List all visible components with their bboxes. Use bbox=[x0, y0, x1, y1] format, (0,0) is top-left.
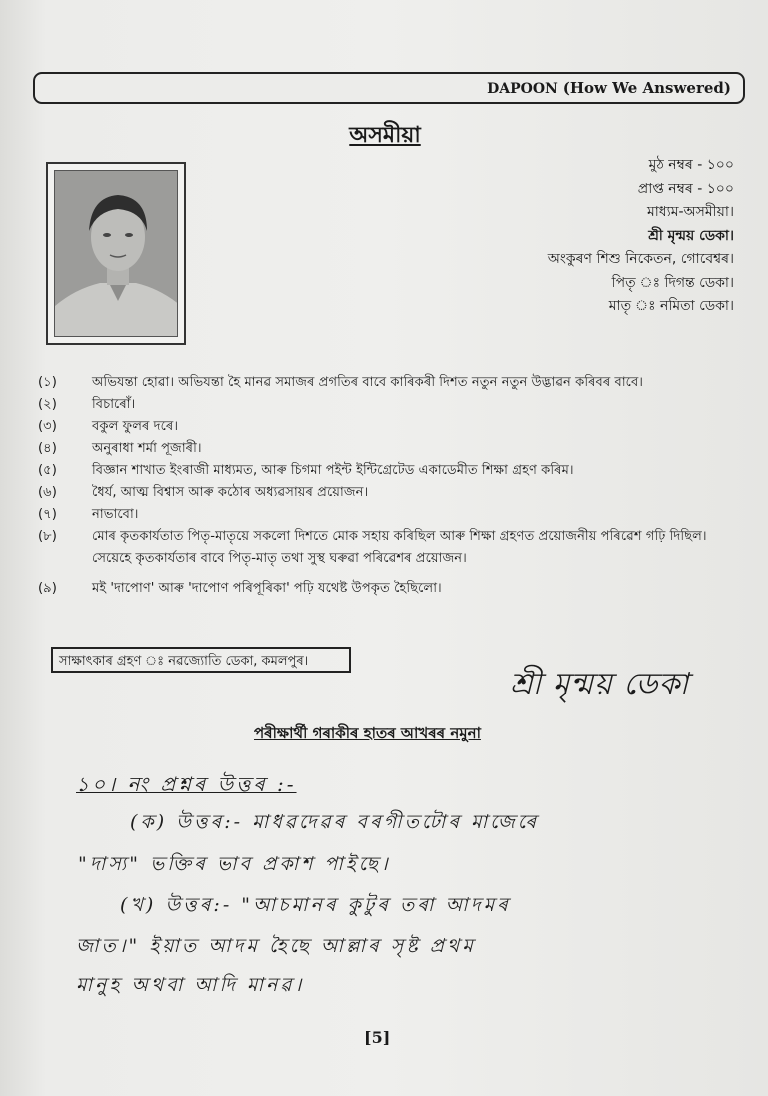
answer-text: বিজ্ঞান শাখাত ইংৰাজী মাধ্যমত, আৰু চিগমা পইন্ট ইন্টিগ্ৰেটেড একাডেমীত শিক্ষা গ্ৰহণ কৰিম। bbox=[92, 463, 574, 478]
subject-title: অসমীয়া bbox=[349, 123, 421, 148]
student-photo-frame bbox=[46, 162, 186, 345]
answer-number: (১) bbox=[38, 375, 57, 390]
answer-number: (২) bbox=[38, 397, 57, 412]
header-banner bbox=[33, 72, 745, 104]
father-name: পিতৃ ঃ দিগন্ত ডেকা। bbox=[611, 274, 734, 291]
answer-text: বিচাৰোঁ। bbox=[92, 397, 136, 412]
handwritten-line-5: মানুহ অথবা আদি মানৱ। bbox=[76, 974, 305, 996]
header-subtitle: (How We Answered) bbox=[562, 79, 731, 97]
student-name: শ্ৰী মৃন্ময় ডেকা। bbox=[648, 227, 734, 244]
answer-text: নাভাবো। bbox=[92, 507, 139, 522]
handwriting-sample-heading: পৰীক্ষাৰ্থী গৰাকীৰ হাতৰ আখৰৰ নমুনা bbox=[254, 724, 481, 742]
mother-name: মাতৃ ঃ নমিতা ডেকা। bbox=[608, 298, 734, 314]
answer-number: (৬) bbox=[38, 485, 57, 500]
student-signature: শ্ৰী মৃন্ময় ডেকা bbox=[510, 667, 690, 702]
marks-block bbox=[354, 154, 734, 319]
answer-text: মই 'দাপোণ' আৰু 'দাপোণ পৰিপূৰিকা' পঢ়ি যথেষ্ট উপকৃত হৈছিলো। bbox=[92, 581, 442, 596]
answer-text: ধৈৰ্য, আত্ম বিশ্বাস আৰু কঠোৰ অধ্যৱসায়ৰ প্ৰয়োজন। bbox=[92, 485, 369, 500]
handwritten-line-4: জাত।" ইয়াত আদম হৈছে আল্লাৰ সৃষ্ট প্ৰথম bbox=[76, 935, 476, 957]
obtained-marks: প্ৰাপ্ত নম্বৰ - ১০০ bbox=[637, 180, 734, 197]
handwritten-line-3: (খ) উত্তৰ:- "আচমানৰ কুটুৰ তৰা আদমৰ bbox=[120, 894, 511, 916]
page-number: [5] bbox=[364, 1028, 391, 1047]
header-dapoon: DAPOON bbox=[487, 81, 558, 97]
handwritten-line-1: (ক) উত্তৰ:- মাধৱদেৱৰ বৰগীতটোৰ মাজেৰে bbox=[130, 811, 540, 833]
school-name: অংকুৰণ শিশু নিকেতন, গোবেশ্বৰ। bbox=[547, 251, 734, 267]
interview-credit: সাক্ষাৎকাৰ গ্ৰহণ ঃ নৱজ্যোতি ডেকা, কমলপুৰ। bbox=[51, 647, 351, 673]
answer-text: বকুল ফুলৰ দৰে। bbox=[92, 419, 179, 434]
answer-number: (৪) bbox=[38, 441, 57, 456]
header-title bbox=[487, 79, 731, 97]
answer-text: অভিযন্তা হোৱা। অভিযন্তা হৈ মানৱ সমাজৰ প্ৰগতিৰ বাবে কাৰিকৰী দিশত নতুন নতুন উদ্ভাৱন কৰিবৰ বাবে। bbox=[92, 375, 644, 390]
full-marks: মুঠ নম্বৰ - ১০০ bbox=[648, 157, 734, 173]
answer-text: মোৰ কৃতকাৰ্যতাত পিতৃ-মাতৃয়ে সকলো দিশতে মোক সহায় কৰিছিল আৰু শিক্ষা গ্ৰহণত প্ৰয়োজনীয় পৰিৱেশ গঢ়ি দিছিল। সেয়েহে কৃতকাৰ্যতাৰ বাবে পিতৃ-মাতৃ তথা সুস্থ ঘৰুৱা পৰিৱেশৰ প্ৰয়োজন। bbox=[92, 529, 707, 566]
medium: মাধ্যম-অসমীয়া। bbox=[646, 204, 734, 220]
handwritten-question-label: ১০। নং প্ৰশ্নৰ উত্তৰ :- bbox=[76, 772, 297, 796]
answer-text: অনুৰাধা শৰ্মা পূজাৰী। bbox=[92, 441, 202, 456]
student-photo bbox=[54, 170, 178, 337]
answer-number: (৯) bbox=[38, 581, 57, 596]
answer-number: (৮) bbox=[38, 529, 57, 544]
answer-number: (৩) bbox=[38, 419, 57, 434]
handwritten-line-2: "দাস্য" ভক্তিৰ ভাব প্ৰকাশ পাইছে। bbox=[78, 853, 391, 875]
answer-number: (৫) bbox=[38, 463, 57, 478]
answer-number: (৭) bbox=[38, 507, 57, 522]
